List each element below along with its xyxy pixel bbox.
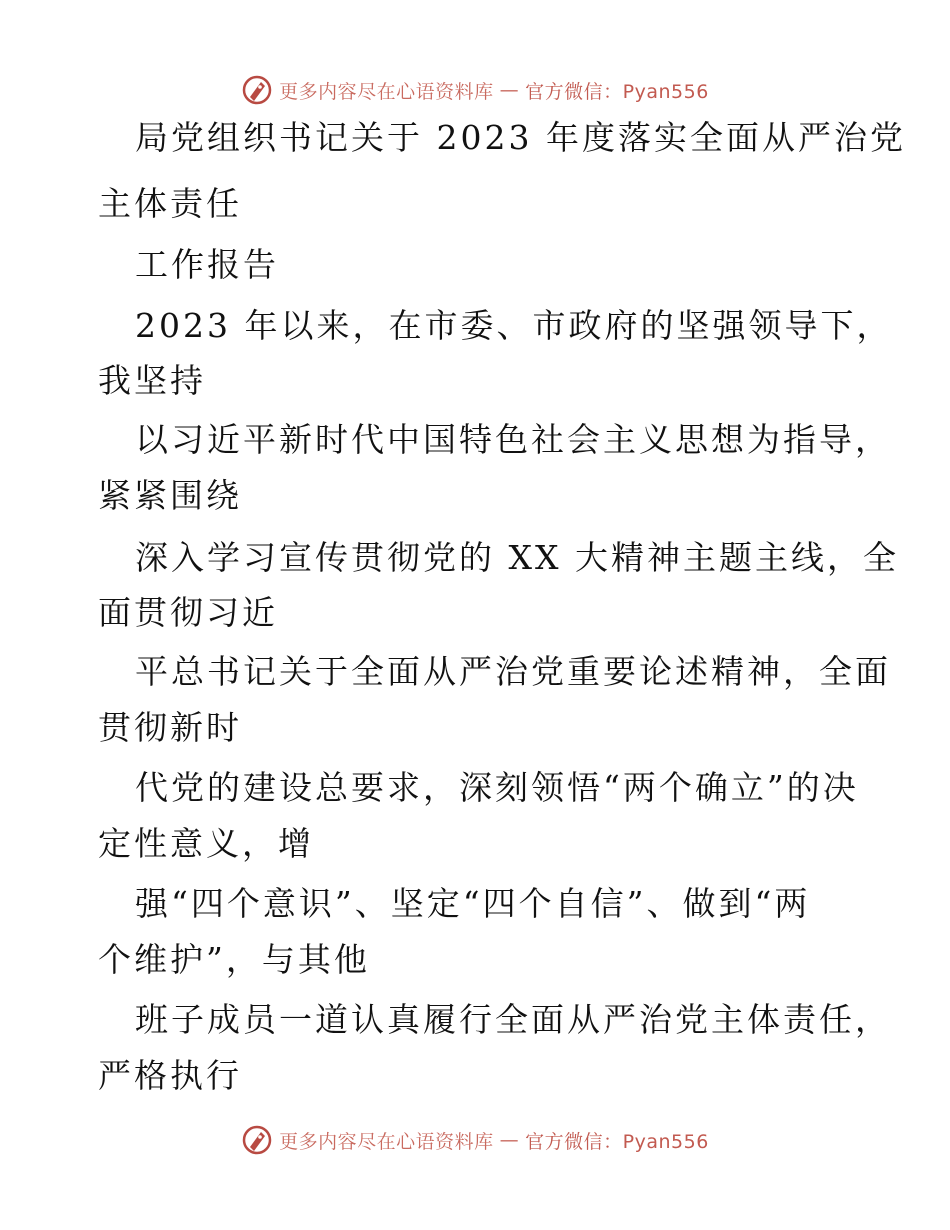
doc-line: 贯彻新时 bbox=[98, 708, 242, 747]
doc-line: 我坚持 bbox=[98, 361, 206, 400]
doc-line: 深入学习宣传贯彻党的 XX 大精神主题主线，全 bbox=[135, 538, 899, 577]
doc-line: 以习近平新时代中国特色社会主义思想为指导， bbox=[135, 420, 891, 459]
doc-line: 代党的建设总要求，深刻领悟“两个确立”的决 bbox=[135, 768, 859, 807]
doc-line: 强“四个意识”、坚定“四个自信”、做到“两 bbox=[135, 884, 811, 923]
banner-dash: — bbox=[499, 79, 520, 101]
doc-line: 面贯彻习近 bbox=[98, 593, 278, 632]
watermark-banner-top bbox=[0, 70, 950, 110]
doc-line: 主体责任 bbox=[98, 184, 242, 223]
doc-line: 局党组织书记关于 2023 年度落实全面从严治党 bbox=[135, 118, 906, 157]
doc-line: 紧紧围绕 bbox=[98, 476, 242, 515]
pen-nib-circle-icon bbox=[241, 1124, 273, 1156]
banner-site-text: 更多内容尽在心语资料库 bbox=[279, 1130, 494, 1153]
doc-line: 定性意义，增 bbox=[98, 824, 314, 863]
doc-line: 班子成员一道认真履行全面从严治党主体责任， bbox=[135, 1000, 891, 1039]
banner-wechat-text: 官方微信：Pyan556 bbox=[525, 80, 709, 103]
doc-line: 2023 年以来，在市委、市政府的坚强领导下， bbox=[135, 306, 893, 345]
doc-line: 个维护”，与其他 bbox=[98, 940, 370, 979]
watermark-banner-bottom bbox=[0, 1120, 950, 1160]
banner-site-text: 更多内容尽在心语资料库 bbox=[279, 80, 494, 103]
banner-dash: — bbox=[499, 1129, 520, 1151]
banner-wechat-text: 官方微信：Pyan556 bbox=[525, 1130, 709, 1153]
doc-line: 严格执行 bbox=[98, 1056, 242, 1095]
pen-nib-circle-icon bbox=[241, 74, 273, 106]
doc-line: 平总书记关于全面从严治党重要论述精神，全面 bbox=[135, 652, 891, 691]
doc-line: 工作报告 bbox=[135, 245, 279, 284]
